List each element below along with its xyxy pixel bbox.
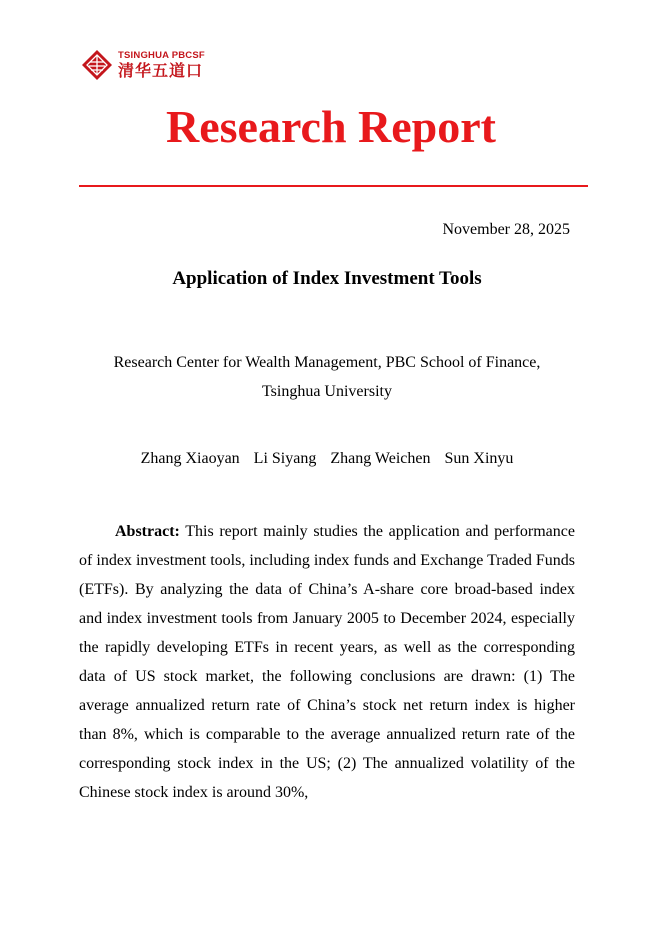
pbcsf-emblem-icon <box>81 49 113 81</box>
author-list <box>0 448 654 470</box>
tsinghua-pbcsf-logo <box>81 47 205 83</box>
author-name: Zhang Weichen <box>330 450 431 467</box>
logo-name-chinese: 清华五道口 <box>118 60 204 80</box>
abstract-text: This report mainly studies the application and performance of index investment tools, including index funds and Exchange Traded Funds (ETFs). By analyzing the data of China’s A-share core broad-based index and index investment tools from January 2005 to December 2024, especially the rapidly developing ETFs in recent years, as well as the corresponding data of US stock market, the following conclusions are drawn: (1) The average annualized return rate of China’s stock net return index is higher than 8%, which is comparable to the average annualized return rate of the corresponding stock index in the US; (2) The annualized volatility of the Chinese stock index is around 30%, <box>79 523 575 801</box>
logo-name-english: TSINGHUA PBCSF <box>118 50 205 62</box>
report-subtitle: Application of Index Investment Tools <box>172 268 482 289</box>
author-name: Sun Xinyu <box>444 450 514 467</box>
abstract-paragraph <box>79 517 575 807</box>
title-divider <box>79 185 588 187</box>
report-title: Research Report <box>166 101 496 152</box>
author-name: Zhang Xiaoyan <box>140 450 240 467</box>
affiliation <box>0 348 654 406</box>
abstract-label: Abstract: <box>115 523 180 540</box>
author-name: Li Siyang <box>253 450 317 467</box>
affiliation-line: Tsinghua University <box>262 383 392 400</box>
report-date: November 28, 2025 <box>442 221 570 238</box>
affiliation-line: Research Center for Wealth Management, PBC School of Finance, <box>113 354 541 371</box>
